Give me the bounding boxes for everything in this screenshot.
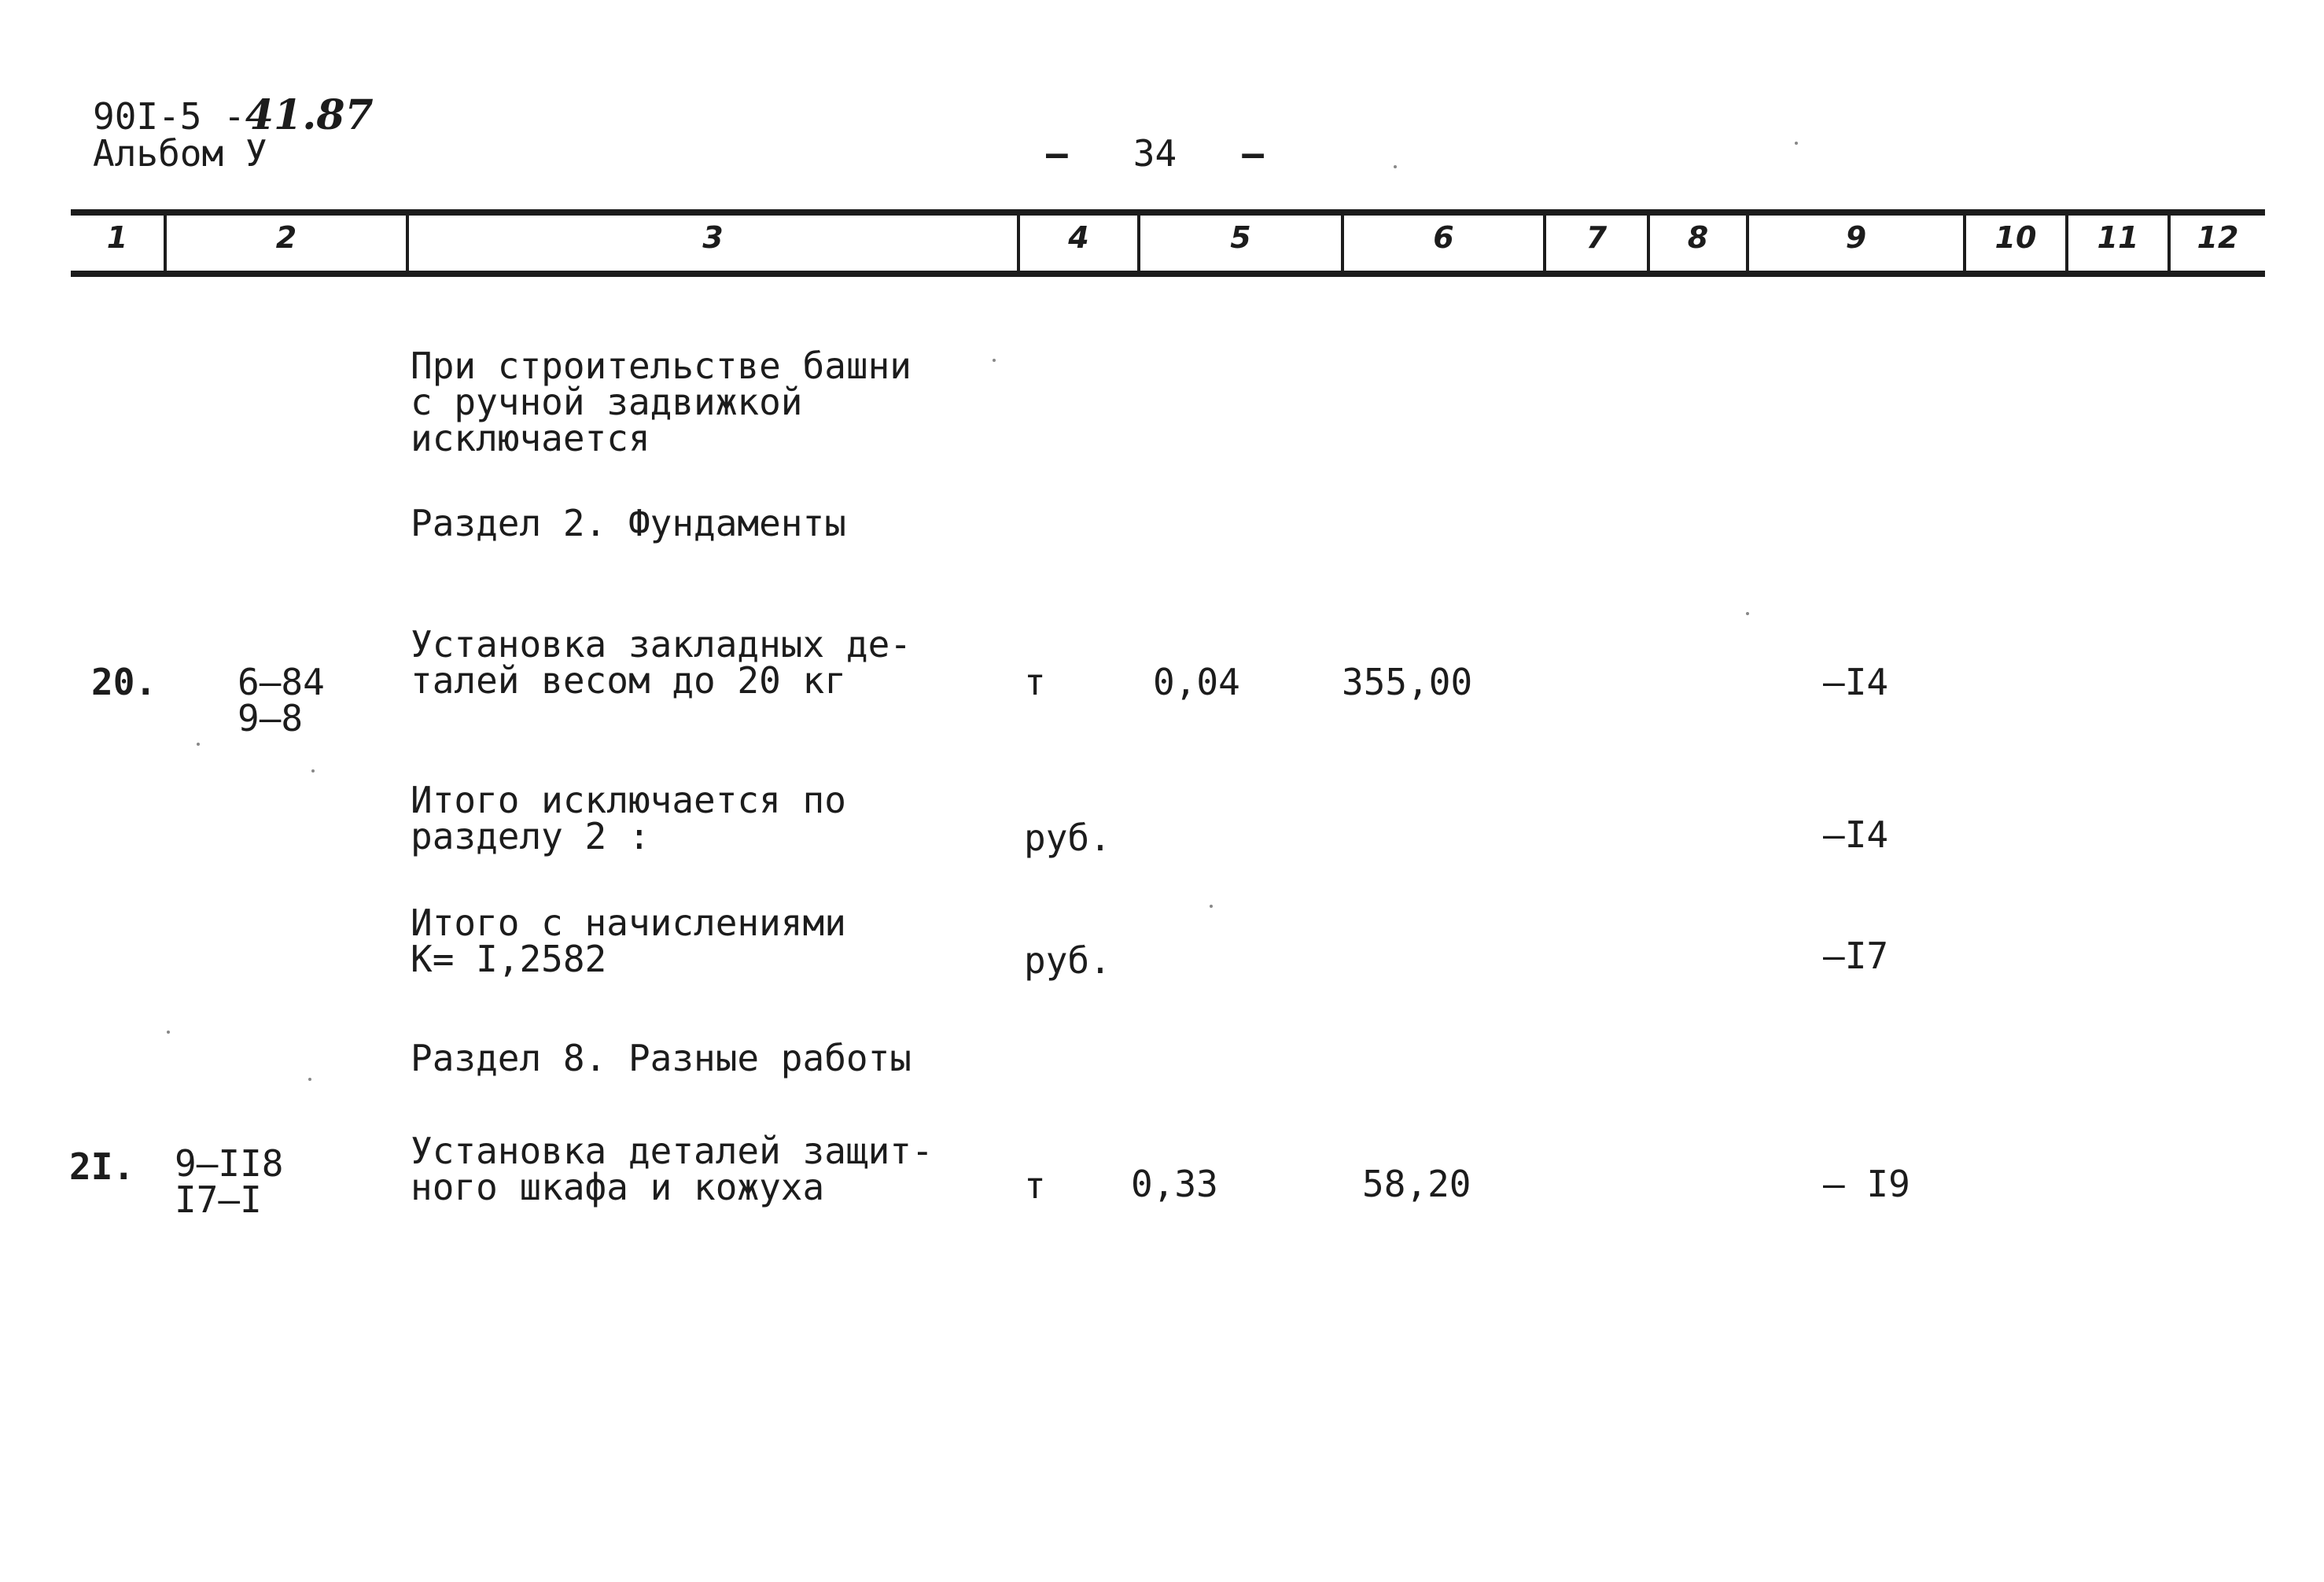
column-number-2: 2 [275,220,297,255]
document-code [93,91,374,139]
item-20-price: 355,00 [1342,661,1473,703]
section-8-title: Раздел 8. Разные работы [411,1037,912,1079]
scan-speck [167,1031,170,1034]
subtotal-section-2-unit: руб. [1024,817,1111,859]
scan-speck [311,769,315,773]
column-number-12: 12 [2197,220,2239,255]
section-2-title: Раздел 2. Фундаменты [411,502,846,544]
table-header-top-rule [71,209,2265,216]
item-20-description: Установка закладных де- талей весом до 20 кг [411,623,912,702]
column-number-6: 6 [1433,220,1454,255]
total-with-charges-unit: руб. [1024,939,1111,982]
item-21-unit: т [1024,1164,1046,1207]
scan-speck [1394,165,1397,168]
table-header-bottom-rule [71,271,2265,277]
page-number-line [1046,134,1264,173]
subtotal-section-2-description: Итого исключается по разделу 2 : [411,779,846,857]
scan-speck [1210,905,1213,908]
album-label: Альбом У [93,132,267,175]
column-number-5: 5 [1230,220,1251,255]
page-number: 34 [1133,132,1177,175]
total-with-charges-total: –I7 [1823,935,1889,977]
item-21-code: 9–II8 I7–I [175,1142,284,1221]
item-21-price: 58,20 [1362,1163,1471,1205]
column-number-4: 4 [1068,220,1089,255]
total-with-charges-description: Итого с начислениями К= I,2582 [411,902,846,980]
item-20-total: –I4 [1823,661,1889,703]
item-20-number: 20. [91,661,157,703]
scan-speck [1795,142,1798,145]
column-number-3: 3 [702,220,724,255]
column-number-1: 1 [106,220,128,255]
subtotal-section-2-total: –I4 [1823,813,1889,856]
scan-speck [197,743,200,746]
document-code-handwritten: 41.87 [245,91,374,139]
column-number-8: 8 [1687,220,1709,255]
column-number-7: 7 [1586,220,1608,255]
item-21-total: – I9 [1823,1163,1910,1205]
column-number-11: 11 [2097,220,2139,255]
scan-speck [1746,612,1749,615]
column-number-10: 10 [1994,220,2037,255]
document-code-prefix: 90I-5 - [93,95,245,138]
scan-speck [993,359,996,362]
scan-speck [308,1078,311,1081]
item-20-code: 6–84 9–8 [238,661,325,739]
item-21-quantity: 0,33 [1131,1163,1218,1205]
column-number-9: 9 [1845,220,1867,255]
item-20-quantity: 0,04 [1153,661,1240,703]
page-number-dash-left: – [1046,132,1068,175]
page-number-dash-right: – [1242,132,1264,175]
item-21-number: 2I. [69,1145,135,1188]
item-20-unit: т [1024,661,1046,703]
note-text: При строительстве башни с ручной задвижкой исключается [411,345,912,459]
item-21-description: Установка деталей защит- ного шкафа и кожуха [411,1130,934,1208]
